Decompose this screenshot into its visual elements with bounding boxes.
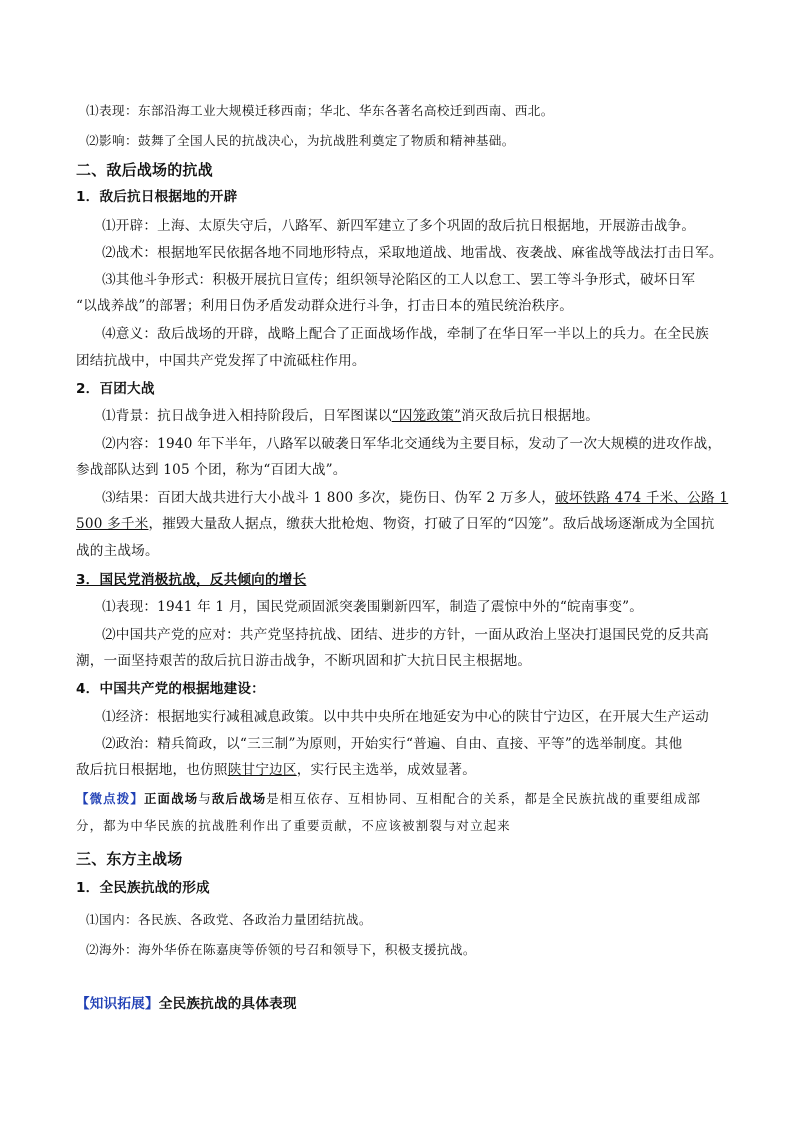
underlined-term: “囚笼政策” xyxy=(391,408,462,424)
text-run: 与 xyxy=(198,791,212,806)
paragraph: ⑵中国共产党的应对：共产党坚持抗战、团结、进步的方针，一面从政治上坚决打退国民党的反共高 xyxy=(102,627,709,643)
paragraph: ⑵战术：根据地军民依据各地不同地形特点，采取地道战、地雷战、夜袭战、麻雀战等战法打击日军。 xyxy=(102,245,723,261)
tip-box xyxy=(76,789,701,809)
subsection-heading: 4．中国共产党的根据地建设： xyxy=(76,681,265,697)
subsection-heading: 2．百团大战 xyxy=(76,381,155,397)
tip-keyword: 正面战场 xyxy=(143,791,199,806)
text-run: ，实行民主选举，成效显著。 xyxy=(296,762,477,778)
text-run: 是相互依存、互相协同、互相配合的关系，都是全民族抗战的重要组成部 xyxy=(266,791,702,806)
text-run: ⑶结果：百团大战共进行大小战斗 1 800 多次，毙伤日、伪军 2 万多人， xyxy=(102,490,556,506)
extension-tag: 【知识拓展】 xyxy=(76,996,159,1012)
paragraph: 参战部队达到 105 个团，称为“百团大战”。 xyxy=(76,462,347,478)
paragraph: ⑴国内：各民族、各政党、各政治力量团结抗战。 xyxy=(86,912,372,927)
subsection-heading: 1．全民族抗战的形成 xyxy=(76,880,210,896)
paragraph: ⑴表现：1941 年 1 月，国民党顽固派突袭围剿新四军，制造了震惊中外的“皖南事变”。 xyxy=(102,599,644,615)
paragraph: ⑷意义：敌后战场的开辟，战略上配合了正面战场作战，牵制了在华日军一半以上的兵力。在全民族 xyxy=(102,326,709,342)
paragraph: ⑵政治：精兵简政，以“三三制”为原则，开始实行“普遍、自由、直接、平等”的选举制度。其他 xyxy=(102,736,683,752)
paragraph: ⑴开辟：上海、太原失守后，八路军、新四军建立了多个巩固的敌后抗日根据地，开展游击战争。 xyxy=(102,218,696,234)
section-heading: 三、东方主战场 xyxy=(76,850,183,868)
tip-tag: 【微点拨】 xyxy=(76,791,144,806)
text-run: 敌后抗日根据地，也仿照 xyxy=(76,762,228,778)
paragraph: 团结抗战中，中国共产党发挥了中流砥柱作用。 xyxy=(76,353,366,369)
paragraph: ⑵内容：1940 年下半年，八路军以破袭日军华北交通线为主要目标，发动了一次大规模的进攻作战， xyxy=(102,436,722,452)
underlined-term: 陕甘宁边区 xyxy=(227,762,297,778)
paragraph xyxy=(102,488,728,508)
tip-line: 分，都为中华民族的抗战胜利作出了重要贡献，不应该被割裂与对立起来 xyxy=(76,818,511,833)
tip-keyword: 敌后战场 xyxy=(211,791,267,806)
paragraph: 潮，一面坚持艰苦的敌后抗日游击战争，不断巩固和扩大抗日民主根据地。 xyxy=(76,653,532,669)
underlined-term: 破坏铁路 474 千米、公路 1 xyxy=(555,490,729,506)
paragraph xyxy=(76,514,715,534)
section-heading: 二、敌后战场的抗战 xyxy=(76,161,213,179)
paragraph: ⑵海外：海外华侨在陈嘉庚等侨领的号召和领导下，积极支援抗战。 xyxy=(86,942,476,957)
paragraph xyxy=(76,760,476,780)
text-run: ⑴背景：抗日战争进入相持阶段后，日军图谋以 xyxy=(102,408,392,424)
text-run: 消灭敌后抗日根据地。 xyxy=(461,408,600,424)
paragraph: “以战养战”的部署；利用日伪矛盾发动群众进行斗争，打击日本的殖民统治秩序。 xyxy=(76,298,574,314)
extension-title: 全民族抗战的具体表现 xyxy=(158,996,297,1012)
paragraph xyxy=(102,406,599,426)
paragraph: ⑴表现：东部沿海工业大规模迁移西南；华北、华东各著名高校迁到西南、西北。 xyxy=(86,103,554,118)
subsection-heading: 3．国民党消极抗战，反共倾向的增长 xyxy=(76,572,307,588)
paragraph: ⑴经济：根据地实行减租减息政策。以中共中央所在地延安为中心的陕甘宁边区，在开展大生产运动 xyxy=(102,709,709,725)
paragraph: 战的主战场。 xyxy=(76,543,159,559)
subsection-heading: 1．敌后抗日根据地的开辟 xyxy=(76,189,238,205)
knowledge-extension xyxy=(76,994,297,1014)
paragraph: ⑵影响：鼓舞了全国人民的抗战决心，为抗战胜利奠定了物质和精神基础。 xyxy=(86,133,515,148)
text-run: ，摧毁大量敌人据点，缴获大批枪炮、物资，打破了日军的“囚笼”。敌后战场逐渐成为全国抗 xyxy=(148,516,715,532)
paragraph: ⑶其他斗争形式：积极开展抗日宣传；组织领导沦陷区的工人以怠工、罢工等斗争形式，破坏日军 xyxy=(102,272,696,288)
underlined-term: 500 多千米 xyxy=(76,516,149,532)
